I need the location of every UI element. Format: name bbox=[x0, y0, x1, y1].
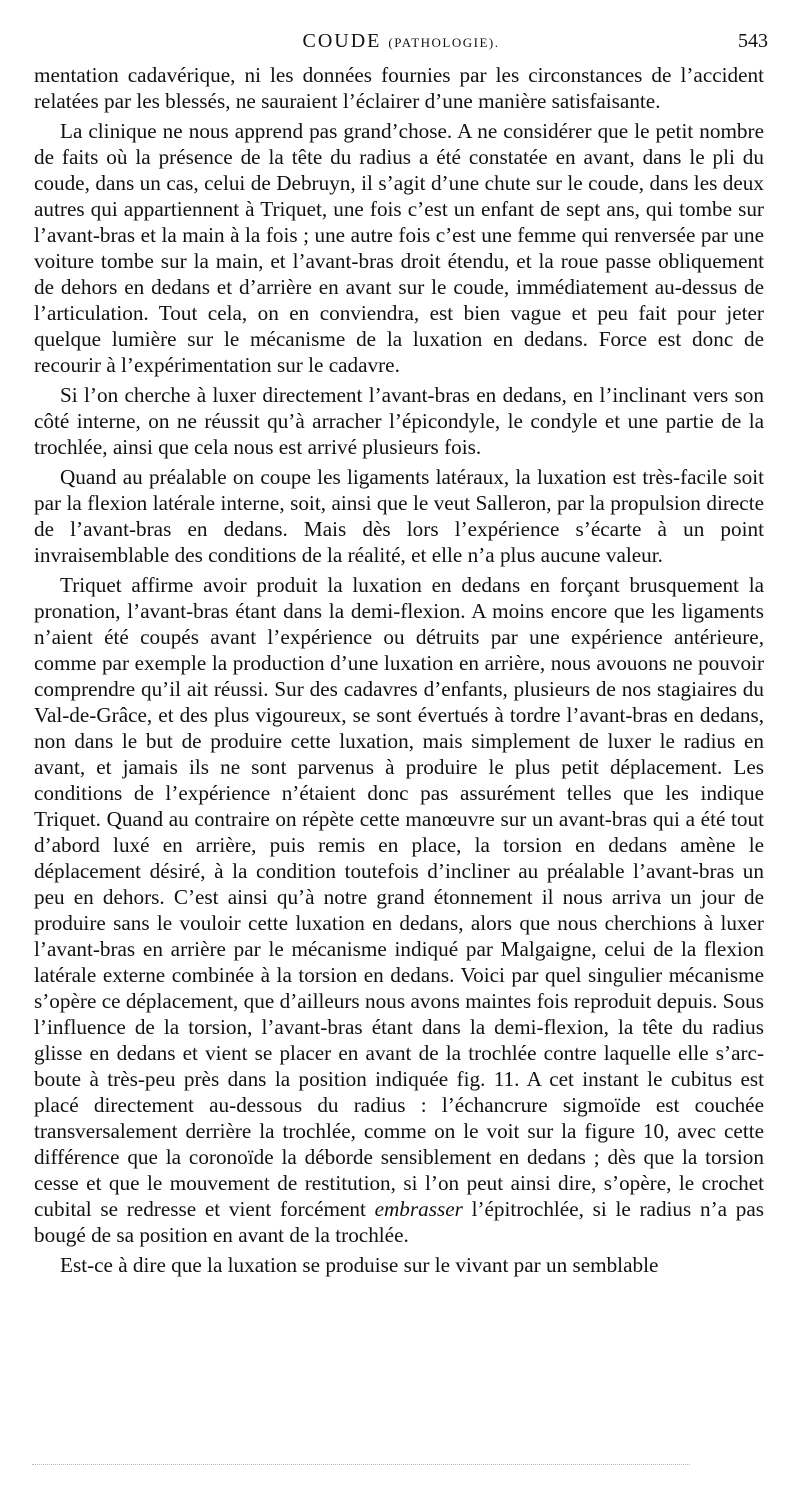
footer-scan-artifact bbox=[32, 1464, 690, 1465]
paragraph-triquet-text-end: l’épitrochlée, si le radius n’a pas bougé de sa position en avant de la trochlée. bbox=[34, 1197, 764, 1247]
running-title-sub: (PATHOLOGIE). bbox=[388, 35, 500, 50]
paragraph-luxer-directement: Si l’on cherche à luxer directement l’avant-bras en dedans, en l’inclinant vers son côté interne, on ne réussit qu’à arracher l’épicondyle, le condyle et une partie de la trochlée, ainsi que cela nous est arrivé plusieurs fois. bbox=[34, 383, 764, 459]
paragraph-triquet bbox=[34, 572, 764, 1248]
running-title-main: COUDE bbox=[302, 30, 382, 52]
paragraph-ligaments-lateraux: Quand au préalable on coupe les ligaments latéraux, la luxation est très-facile soit par la flexion latérale interne, soit, ainsi que le veut Salleron, par la propulsion directe de l’avant-bras en dedans. Mais dès lors l’expérience s’écarte à un point invraisemblable des conditions de la réalité, et elle n’a plus aucune valeur. bbox=[34, 465, 764, 567]
emphasis-embrasser: embrasser bbox=[374, 1197, 463, 1221]
running-head bbox=[34, 30, 768, 58]
body-text bbox=[34, 62, 764, 1278]
paragraph-vivant: Est-ce à dire que la luxation se produise sur le vivant par un semblable bbox=[60, 1253, 659, 1277]
page-number: 543 bbox=[738, 30, 768, 52]
running-title bbox=[34, 30, 768, 53]
paragraph-continued: mentation cadavérique, ni les données fournies par les circonstances de l’accident relatées par les blessés, ne sauraient l’éclairer d’une manière satisfaisante. bbox=[34, 63, 764, 113]
paragraph-clinique: La clinique ne nous apprend pas grand’chose. A ne considérer que le petit nombre de faits où la présence de la tête du radius a été constatée en avant, dans le pli du coude, dans un cas, celui de Debruyn, il s’agit d’une chute sur le coude, dans les deux autres qui appartiennent à Triquet, une fois c’est un enfant de sept ans, qui tombe sur l’avant-bras et la main à la fois ; une autre fois c’est une femme qui renversée par une voiture tombe sur la main, et l’avant-bras droit étendu, et la roue passe obliquement de dehors en dedans et d’arrière en avant sur le coude, immédiatement au-dessus de l’articulation. Tout cela, on en conviendra, est bien vague et peu fait pour jeter quelque lumière sur le mécanisme de la luxation en dedans. Force est donc de recourir à l’expérimentation sur le cadavre. bbox=[34, 119, 764, 377]
paragraph-triquet-text: Triquet affirme avoir produit la luxation en dedans en forçant brusquement la pronation, l’avant-bras étant dans la demi-flexion. A moins encore que les ligaments n’aient été coupés avant l’expérience ou détruits par une expérience antérieure, comme par exemple la production d’une luxation en arrière, nous avouons ne pouvoir comprendre qu’il ait réussi. Sur des cadavres d’enfants, plusieurs de nos stagiaires du Val-de-Grâce, et des plus vigoureux, se sont évertués à tordre l’avant-bras en dedans, non dans le but de produire cette luxation, mais simplement de luxer le radius en avant, et jamais ils ne sont parvenus à produire le plus petit déplacement. Les conditions de l’expérience n’étaient donc pas assurément telles que les indique Triquet. Quand au contraire on répète cette manœuvre sur un avant-bras qui a été tout d’abord luxé en arrière, puis remis en place, la torsion en dedans amène le déplacement désiré, à la condition toutefois d’incliner au préalable l’avant-bras un peu en dehors. C’est ainsi qu’à notre grand étonnement il nous arriva un jour de produire sans le vouloir cette luxation en dedans, alors que nous cherchions à luxer l’avant-bras en arrière par le mécanisme indiqué par Malgaigne, celui de la flexion latérale externe combinée à la torsion en dedans. Voici par quel singulier mécanisme s’opère ce déplacement, que d’ailleurs nous avons maintes fois reproduit depuis. Sous l’influence de la torsion, l’avant-bras étant dans la demi-flexion, la tête du radius glisse en dedans et vient se placer en avant de la trochlée contre laquelle elle s’arc-boute à très-peu près dans la position indiquée fig. 11. A cet instant le cubitus est placé directement au-dessous du radius : l’échancrure sigmoïde est couchée transversalement derrière la trochlée, comme on le voit sur la figure 10, avec cette différence que la coronoïde la déborde sensiblement en dedans ; dès que la torsion cesse et que le mouvement de restitution, si l’on peut ainsi dire, s’opère, le crochet cubital se redresse et vient forcément bbox=[34, 573, 764, 1221]
